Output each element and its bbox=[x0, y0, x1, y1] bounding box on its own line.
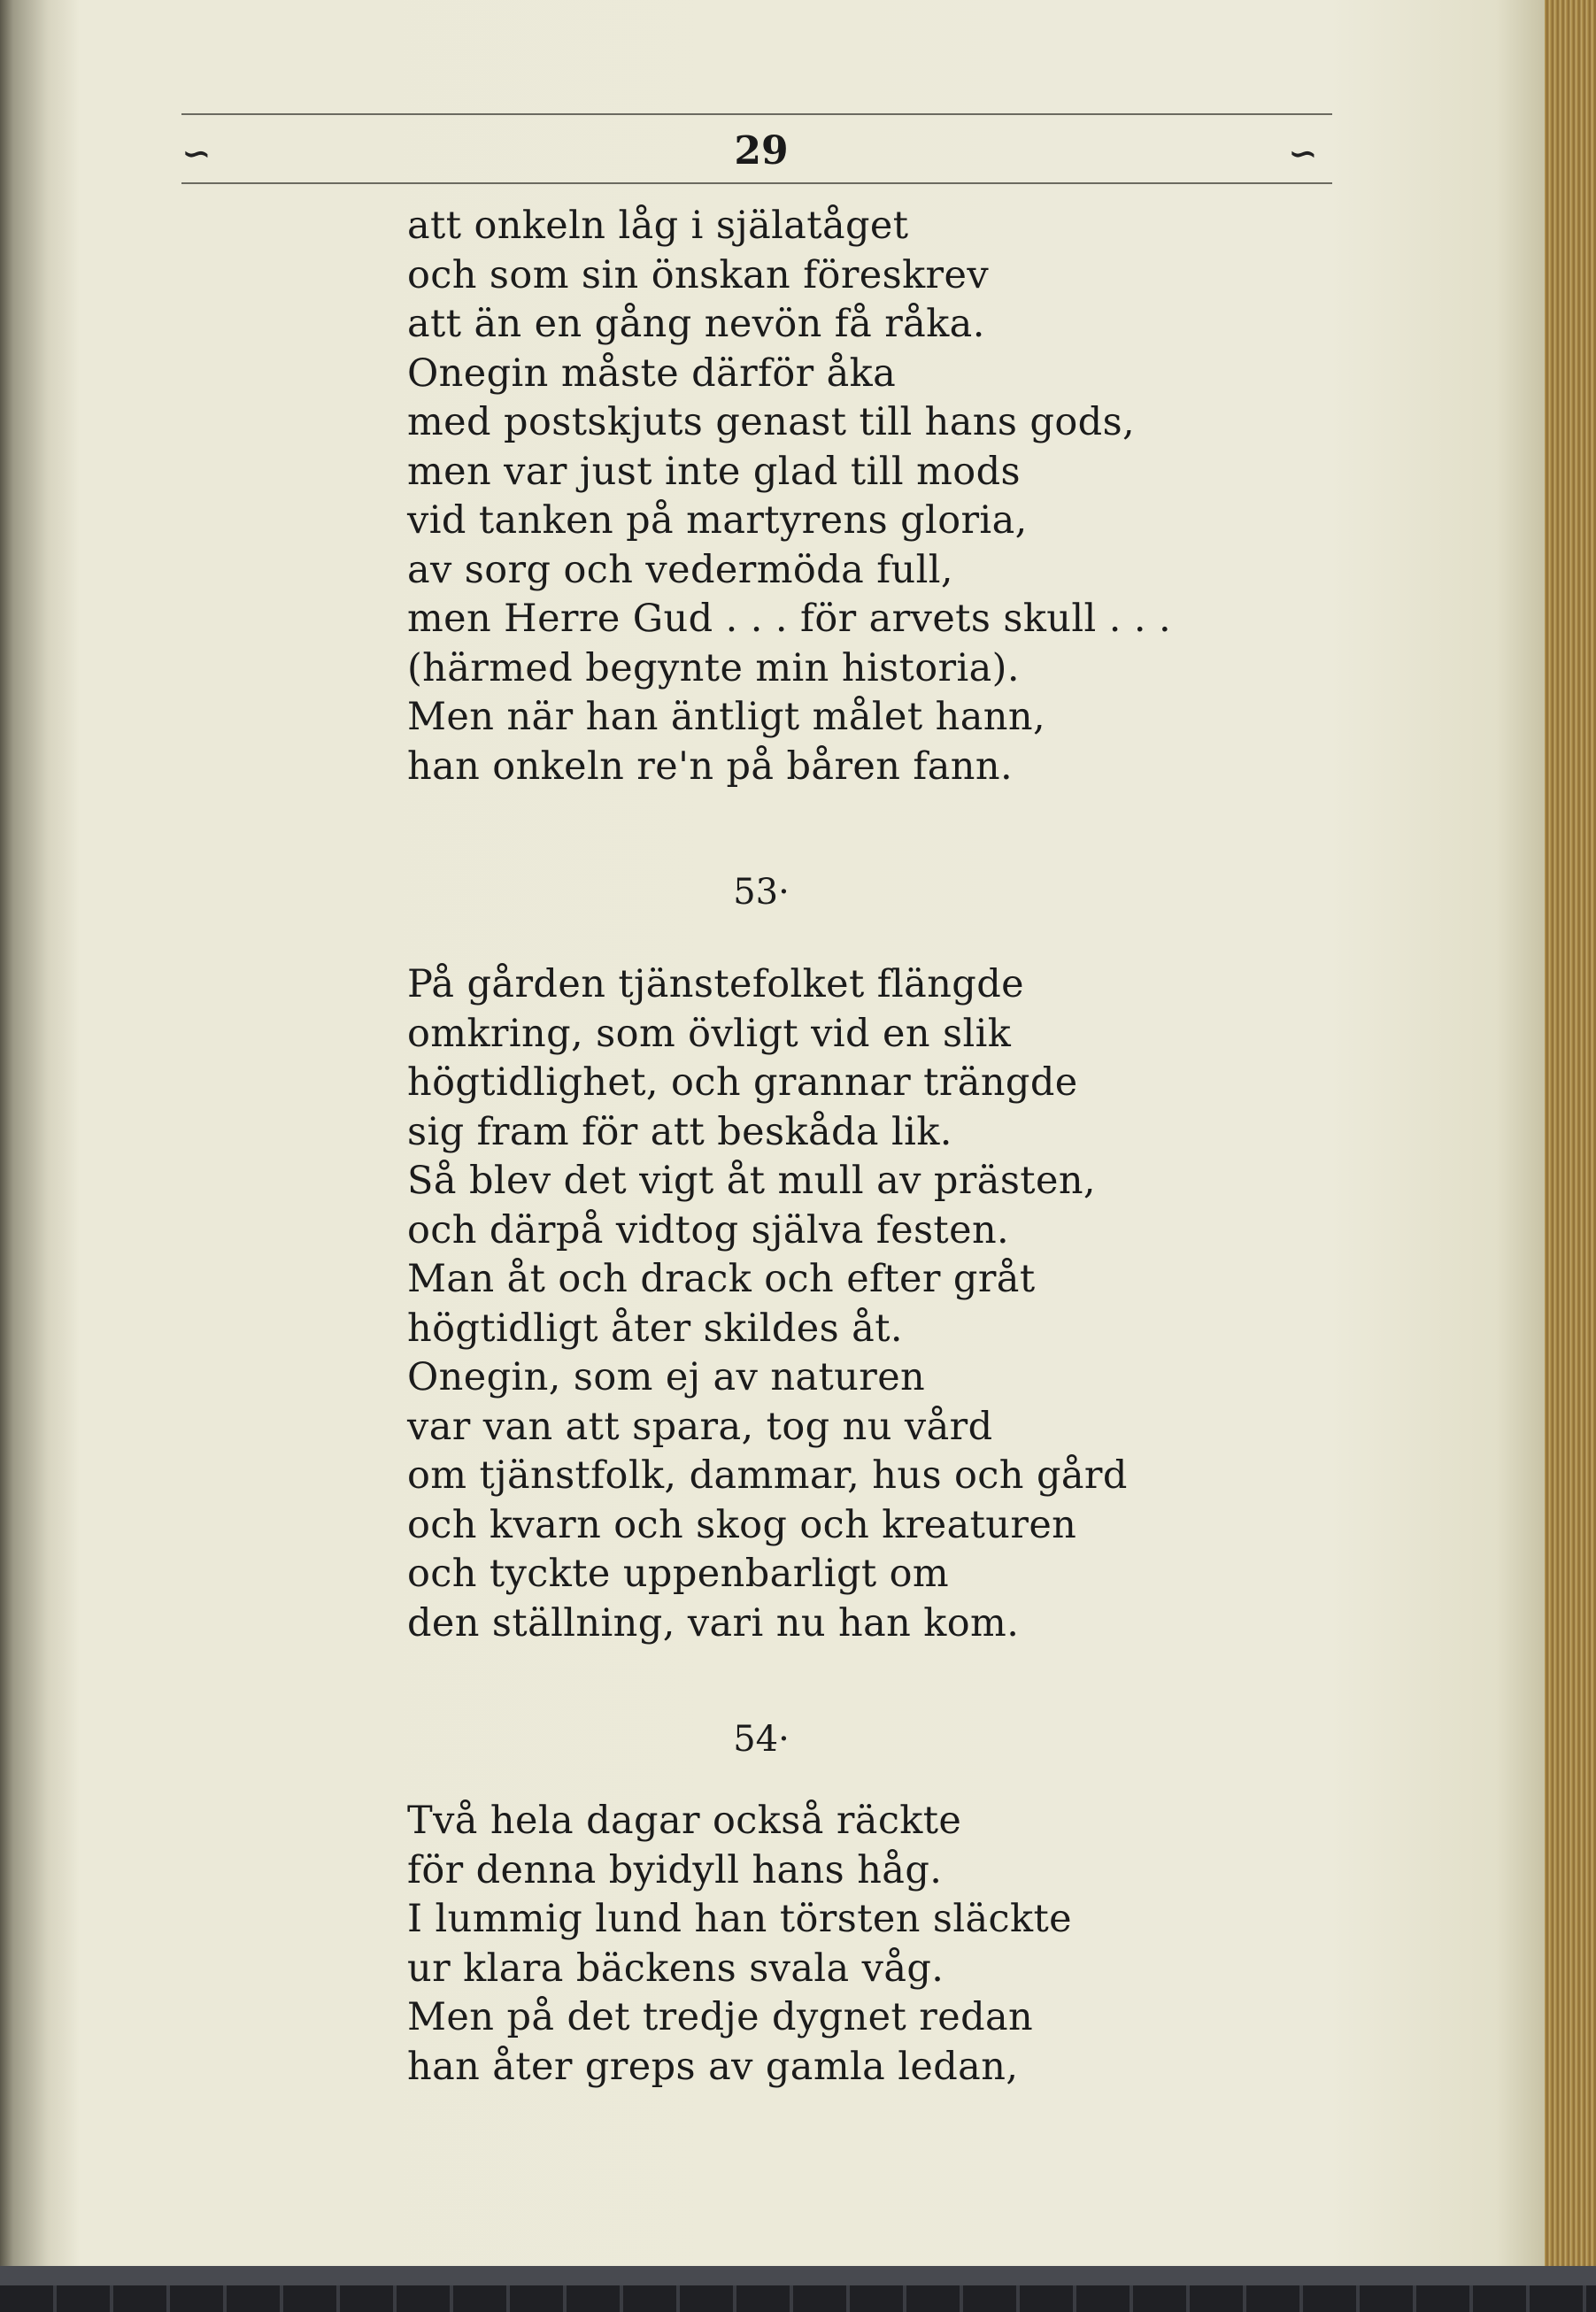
verse-line: I lummig lund han törsten släckte bbox=[407, 1897, 1073, 1941]
header-rule-top bbox=[181, 113, 1332, 115]
scanner-bed bbox=[0, 2266, 1596, 2312]
verse-line: På gården tjänstefolket flängde bbox=[407, 962, 1024, 1006]
verse-line: och därpå vidtog själva festen. bbox=[407, 1207, 1010, 1252]
stanza-number: 54· bbox=[733, 1719, 790, 1760]
stanza-54 bbox=[407, 1797, 1072, 2092]
verse-line: att än en gång nevön få råka. bbox=[407, 302, 985, 346]
verse-line: den ställning, vari nu han kom. bbox=[407, 1600, 1020, 1645]
verse-line: Så blev det vigt åt mull av prästen, bbox=[407, 1159, 1096, 1203]
header-ornament-left: ∽ bbox=[181, 133, 212, 174]
verse-line: Två hela dagar också räckte bbox=[407, 1799, 962, 1843]
verse-line: högtidligt åter skildes åt. bbox=[407, 1306, 903, 1351]
verse-line: att onkeln låg i själatåget bbox=[407, 204, 909, 248]
verse-line: omkring, som övligt vid en slik bbox=[407, 1011, 1012, 1056]
verse-line: med postskjuts genast till hans gods, bbox=[407, 400, 1136, 444]
stanza-number: 53· bbox=[733, 872, 790, 913]
verse-line: Onegin, som ej av naturen bbox=[407, 1355, 926, 1399]
verse-line: av sorg och vedermöda full, bbox=[407, 547, 953, 592]
verse-line: sig fram för att beskåda lik. bbox=[407, 1109, 952, 1154]
header-ornament-right: ∽ bbox=[1288, 133, 1318, 174]
verse-line: om tjänstfolk, dammar, hus och gård bbox=[407, 1453, 1128, 1498]
verse-line: men var just inte glad till mods bbox=[407, 449, 1021, 494]
verse-line: och tyckte uppenbarligt om bbox=[407, 1552, 950, 1596]
page-edges bbox=[1545, 0, 1596, 2266]
verse-line: han åter greps av gamla ledan, bbox=[407, 2044, 1019, 2089]
verse-line: han onkeln re'n på båren fann. bbox=[407, 744, 1014, 789]
header-rule-bottom bbox=[181, 182, 1332, 184]
verse-line: (härmed begynte min historia). bbox=[407, 645, 1020, 690]
verse-line: ur klara bäckens svala våg. bbox=[407, 1946, 944, 1991]
verse-line: Men när han äntligt målet hann, bbox=[407, 695, 1046, 739]
verse-line: Men på det tredje dygnet redan bbox=[407, 1995, 1034, 2039]
verse-line: vid tanken på martyrens gloria, bbox=[407, 498, 1028, 543]
verse-line: högtidlighet, och grannar trängde bbox=[407, 1060, 1078, 1105]
page-number: 29 bbox=[734, 128, 789, 173]
verse-line: men Herre Gud . . . för arvets skull . . . bbox=[407, 597, 1172, 641]
verse-line: Onegin måste därför åka bbox=[407, 351, 897, 396]
verse-line: var van att spara, tog nu vård bbox=[407, 1404, 993, 1449]
verse-line: och som sin önskan föreskrev bbox=[407, 252, 990, 297]
verse-line: Man åt och drack och efter gråt bbox=[407, 1257, 1036, 1301]
verse-line: för denna byidyll hans håg. bbox=[407, 1847, 943, 1892]
book-spine-shadow bbox=[0, 0, 80, 2266]
stanza-53 bbox=[407, 960, 1128, 1648]
verse-line: och kvarn och skog och kreaturen bbox=[407, 1502, 1077, 1547]
stanza-continuation bbox=[407, 202, 1171, 791]
